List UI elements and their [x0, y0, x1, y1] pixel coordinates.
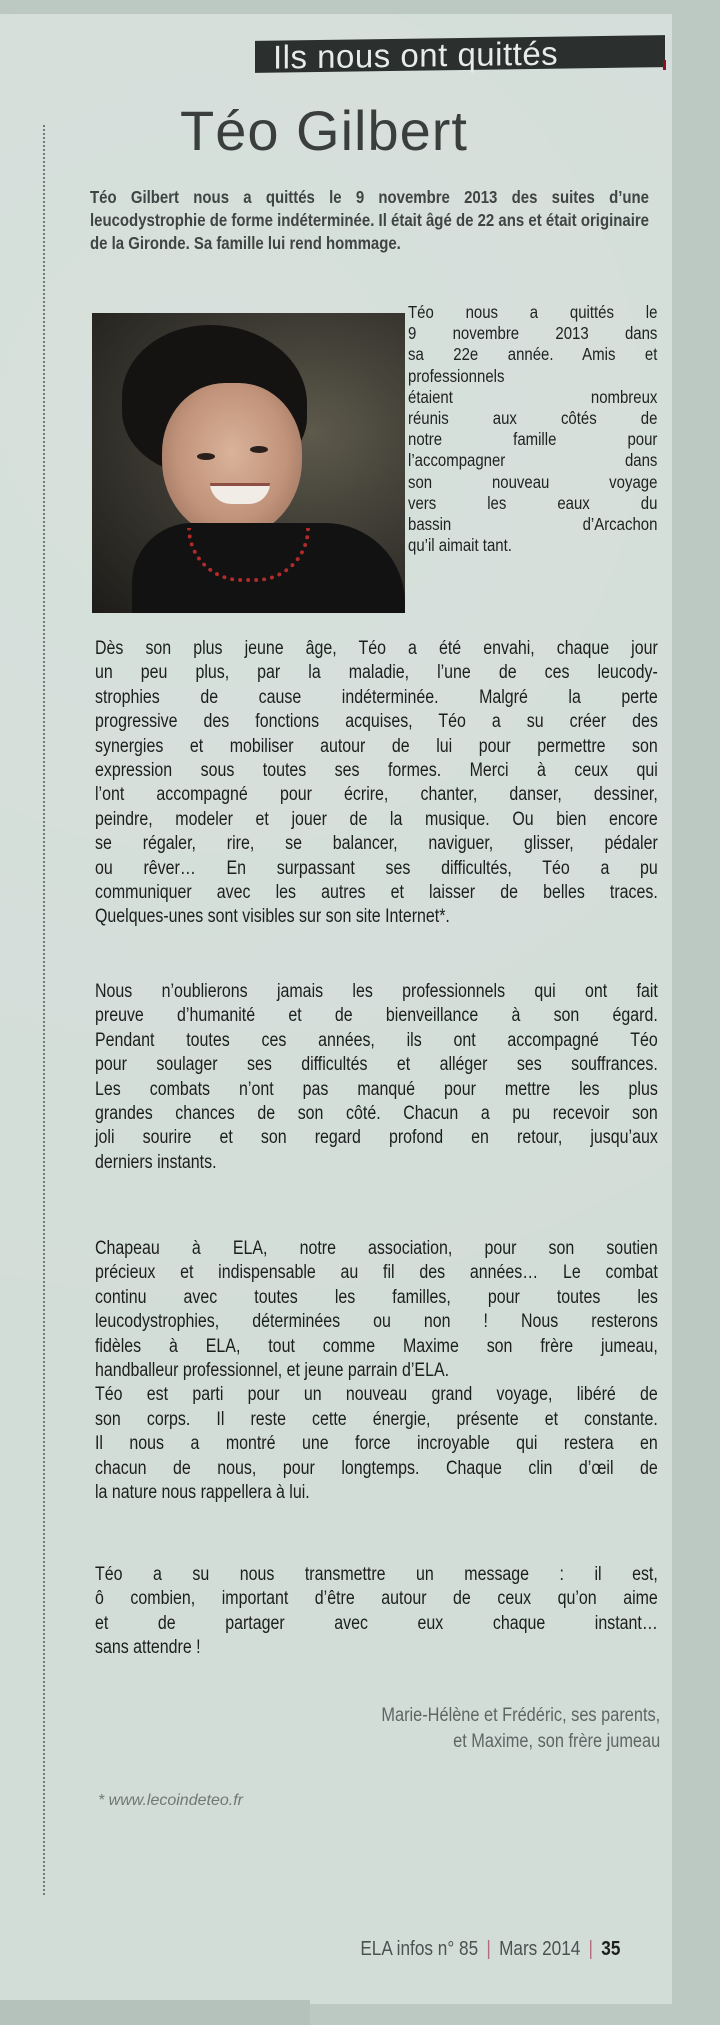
aside-line: notre famille pour [408, 429, 658, 450]
aside-line: qu’il aimait tant. [408, 535, 512, 556]
paragraph-line: fidèles à ELA, tout comme Maxime son frère jumeau, [95, 1335, 658, 1357]
footer-separator: | [485, 1938, 491, 1960]
paragraph-line: et de partager avec eux chaque instant… [95, 1612, 658, 1634]
paragraph-line: pour soulager ses difficultés et alléger ses souffrances. [95, 1054, 658, 1076]
aside-line: Téo nous a quittés le [408, 302, 658, 322]
paragraph-line: strophies de cause indéterminée. Malgré la perte [95, 686, 658, 708]
paragraph-line: Il nous a montré une force incroyable qui restera en [95, 1433, 658, 1455]
paragraph-ela [95, 1237, 658, 1505]
paragraph-line: Téo a su nous transmettre un message : il est, [95, 1564, 658, 1585]
paragraph-line: leucodystrophies, déterminées ou non ! Nous resterons [95, 1311, 658, 1333]
paragraph-line: précieux et indispensable au fil des années… Le combat [95, 1262, 658, 1284]
section-banner [255, 34, 665, 76]
page-edge-background [0, 2000, 310, 2025]
paragraph-line: preuve d’humanité et de bienveillance à son égard. [95, 1005, 658, 1027]
paragraph-line: Pendant toutes ces années, ils ont accompagné Téo [95, 1029, 658, 1051]
aside-line: sa 22e année. Amis et [408, 344, 658, 365]
paragraph-line: chacun de nous, pour longtemps. Chaque clin d’œil de [95, 1457, 658, 1479]
photo-face-shape [162, 383, 302, 538]
paragraph-line: Nous n’oublierons jamais les professionnels qui ont fait [95, 981, 658, 1002]
aside-line: son nouveau voyage [408, 471, 658, 492]
paragraph-line: Les combats n’ont pas manqué pour mettre les plus [95, 1078, 658, 1100]
paragraph-line: peindre, modeler et jouer de la musique. Ou bien encore [95, 808, 658, 830]
paragraph-message [95, 1563, 658, 1661]
aside-line: réunis aux côtés de [408, 408, 658, 429]
signature-brother: et Maxime, son frère jumeau [452, 1731, 660, 1752]
aside-line: bassin d’Arcachon [408, 514, 658, 535]
aside-line: vers les eaux du [408, 492, 658, 513]
photo-eye-right [250, 446, 268, 453]
paragraph-line: ô combien, important d’être autour de ceux qu’on aime [95, 1588, 658, 1610]
footnote-website: * www.lecoindeteo.fr [98, 1792, 243, 1809]
paragraph-line: sans attendre ! [95, 1637, 201, 1659]
paragraph-line: Quelques-unes sont visibles sur son site Internet*. [95, 906, 450, 928]
paragraph-professionals [95, 980, 658, 1175]
aside-line: professionnels [408, 365, 505, 386]
portrait-photo [92, 313, 405, 613]
paragraph-line: Chapeau à ELA, notre association, pour son soutien [95, 1238, 658, 1259]
paragraph-line: continu avec toutes les familles, pour toutes les [95, 1286, 658, 1308]
paragraph-line: handballeur professionnel, et jeune parrain d’ELA. [95, 1360, 450, 1382]
paragraph-line: se régaler, rire, se balancer, naviguer, glisser, pédaler [95, 833, 658, 855]
footer-date: Mars 2014 [498, 1938, 580, 1960]
paragraph-line: son corps. Il reste cette énergie, présente et constante. [95, 1408, 658, 1430]
article-lead: Téo Gilbert nous a quittés le 9 novembre 2013 des suites d’une leucodystrophie de forme indéterminée. Il était âgé de 22 ans et était originaire de la Gironde. Sa famille lui rend hommage. [90, 187, 649, 253]
article-signature [381, 1703, 660, 1755]
photo-eye-left [197, 453, 215, 460]
paragraph-line: progressive des fonctions acquises, Téo a su créer des [95, 711, 658, 733]
page-footer [360, 1938, 620, 1961]
paragraph-line: grandes chances de son côté. Chacun a pu recevoir son [95, 1103, 658, 1125]
paragraph-line: expression sous toutes ses formes. Merci à ceux qui [95, 760, 658, 782]
aside-line: 9 novembre 2013 dans [408, 323, 658, 344]
section-banner-label: Ils nous ont quittés [273, 34, 559, 76]
paragraph-line: synergies et mobiliser autour de lui pour permettre son [95, 735, 658, 757]
paragraph-line: derniers instants. [95, 1151, 217, 1173]
paragraph-line: la nature nous rappellera à lui. [95, 1482, 310, 1504]
paragraph-line: joli sourire et son regard profond en retour, jusqu’aux [95, 1127, 658, 1149]
paragraph-line: communiquer avec les autres et laisser de belles traces. [95, 882, 658, 904]
paragraph-line: ou rêver… En surpassant ses difficultés, Téo a pu [95, 857, 658, 879]
signature-parents: Marie-Hélène et Frédéric, ses parents, [381, 1705, 660, 1726]
footer-page-number: 35 [600, 1938, 620, 1960]
paragraph-line: l’ont accompagné pour écrire, chanter, danser, dessiner, [95, 784, 658, 806]
paragraph-line: un peu plus, par la maladie, l’une de ces leucody- [95, 662, 658, 684]
footer-publication: ELA infos n° 85 [359, 1938, 478, 1960]
photo-side-text [408, 302, 658, 556]
dotted-margin-rule [43, 125, 45, 1895]
paragraph-line: Téo est parti pour un nouveau grand voyage, libéré de [95, 1384, 658, 1406]
banner-accent-mark [663, 60, 666, 70]
aside-line: étaient nombreux [408, 386, 658, 407]
aside-line: l’accompagner dans [408, 450, 658, 471]
article-title: Téo Gilbert [180, 99, 468, 162]
paragraph-childhood [95, 637, 658, 930]
paragraph-line: Dès son plus jeune âge, Téo a été envahi, chaque jour [95, 638, 658, 659]
footer-separator: | [588, 1938, 593, 1960]
